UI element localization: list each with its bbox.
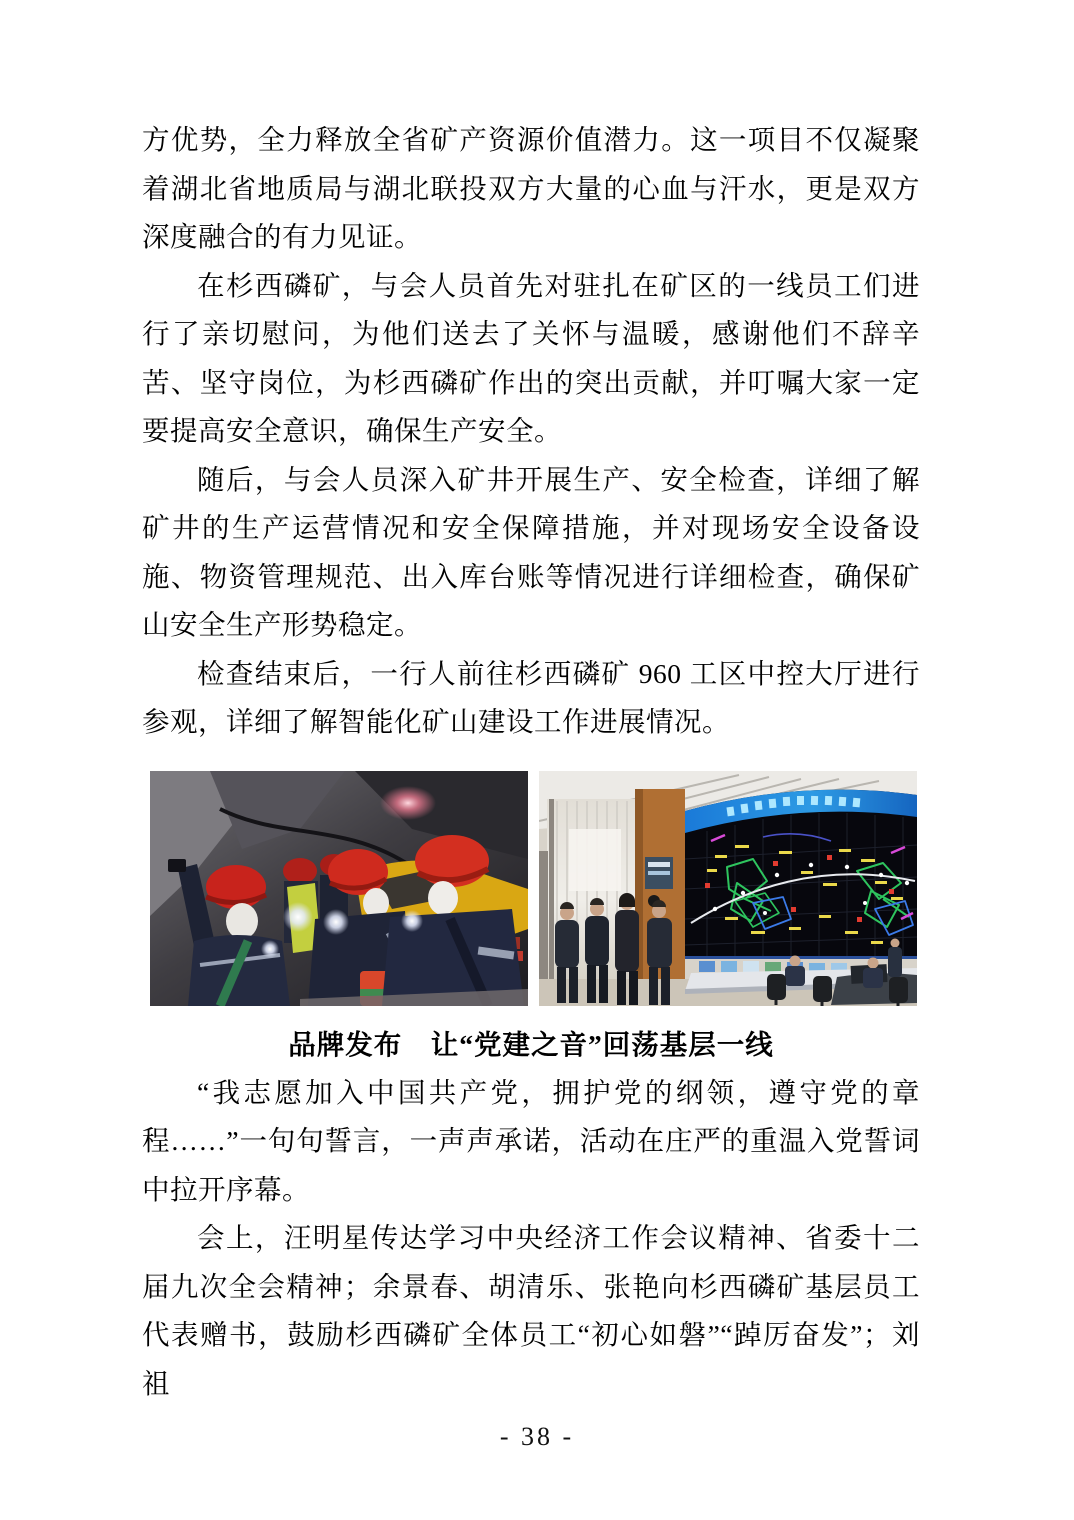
photo-mine-inspection [150, 771, 528, 1006]
paragraph: 在杉西磷矿，与会人员首先对驻扎在矿区的一线员工们进行了亲切慰问，为他们送去了关怀与温暖，感谢他们不辞辛苦、坚守岗位，为杉西磷矿作出的突出贡献，并叮嘱大家一定要提高安全意识，确保生产安全。 [142, 269, 920, 446]
paragraph: 方优势，全力释放全省矿产资源价值潜力。这一项目不仅凝聚着湖北省地质局与湖北联投双方大量的心血与汗水，更是双方深度融合的有力见证。 [142, 124, 920, 252]
photo-control-room-image [539, 771, 917, 1006]
photo-mine-inspection-image [150, 771, 528, 1006]
photo-control-room [539, 771, 917, 1006]
paragraph: “我志愿加入中国共产党，拥护党的纲领，遵守党的章程……”一句句誓言，一声声承诺，活动在庄严的重温入党誓词中拉开序幕。 [142, 1076, 920, 1205]
paragraph: 随后，与会人员深入矿井开展生产、安全检查，详细了解矿井的生产运营情况和安全保障措施，并对现场安全设备设施、物资管理规范、出入库台账等情况进行详细检查，确保矿山安全生产形势稳定。 [142, 463, 920, 640]
red-light-flare [380, 786, 436, 820]
figure-caption: 品牌发布 让“党建之音”回荡基层一线 [288, 1028, 774, 1060]
paragraph: 检查结束后，一行人前往杉西磷矿 960 工区中控大厅进行参观，详细了解智能化矿山建设工作进展情况。 [142, 657, 920, 737]
text-block [142, 116, 920, 1408]
large-display [685, 789, 917, 958]
page-number: - 38 - [499, 1422, 575, 1451]
figure-row [150, 771, 920, 1006]
paragraph: 会上，汪明星传达学习中央经济工作会议精神、省委十二届九次全会精神；余景春、胡清乐、张艳向杉西磷矿基层员工代表赠书，鼓励杉西磷矿全体员工“初心如磐”“踔厉奋发”；刘祖 [142, 1222, 920, 1399]
